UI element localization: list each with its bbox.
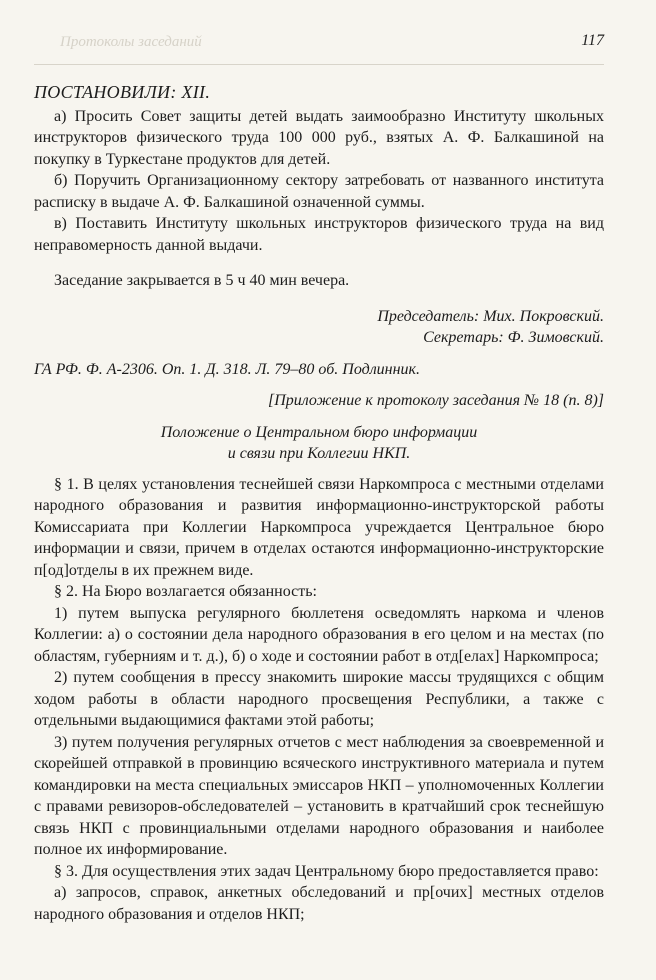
signature-chairman: Председатель: Мих. Покровский.: [377, 307, 604, 325]
header-rule: [34, 64, 604, 65]
appendix-body: [34, 474, 604, 926]
signature-secretary: Секретарь: Ф. Зимовский.: [423, 329, 604, 346]
closing-line: Заседание закрывается в 5 ч 40 мин вечера.: [54, 272, 350, 289]
resolution-item-v: в) Поставить Институту школьных инструкторов физического труда на вид неправомерность данной выдачи.: [34, 215, 604, 254]
paragraph-section-1: § 1. В целях установления теснейшей связи Наркомпроса с местными отделами народного образования и развития информационно-инструкторской работы Комиссариата при Коллегии Наркомпроса учреждается Центральное бюро информации и связи, причем в отделах остаются информационно-инструкторские п[од]отделы в их прежнем виде.: [34, 475, 604, 579]
paragraph-duty-1: 1) путем выпуска регулярного бюллетеня осведомлять наркома и членов Коллегии: а) о состоянии дела народного образования в его целом и на местах (по областям, губерниям и т. д.), б) о ходе и состоянии работ в отд[елах] Наркомпроса;: [34, 604, 604, 665]
paragraph-duty-3: 3) путем получения регулярных отчетов с мест наблюдения за своевременной и скорейшей отправкой в провинцию всяческого инструктивного материала и путем командировки на места специальных эмиссаров НКП – уполномоченных Коллегии с правами ревизоров-обследователей – установить в кратчайший срок теснейшую связь НКП с провинциальными отделами народного образования и наиболее полное их информирование.: [34, 733, 604, 858]
paragraph-section-3: § 3. Для осуществления этих задач Центральному бюро предоставляется право:: [54, 862, 599, 880]
appendix-title-line-1: Положение о Центральном бюро информации: [160, 423, 478, 441]
page-body: [34, 82, 604, 925]
resolution-item-b: б) Поручить Организационному сектору затребовать от названного института расписку в выдаче А. Ф. Балкашиной означенной суммы.: [34, 172, 604, 211]
archive-reference: ГА РФ. Ф. А-2306. Оп. 1. Д. 318. Л. 79–80 об. Подлинник.: [34, 360, 421, 378]
paragraph-duty-2: 2) путем сообщения в прессу знакомить широкие массы трудящихся с общим ходом работы в области народного просвещения Республики, а также с отдельными выдающимися фактами этой работы;: [34, 669, 604, 729]
page-number: 117: [581, 32, 604, 49]
running-head: Протоколы заседаний: [60, 34, 202, 50]
resolution-item-a: а) Просить Совет защиты детей выдать заимообразно Институту школьных инструкторов физического труда 100 000 руб., взятых А. Ф. Балкашиной на покупку в Туркестане продуктов для детей.: [34, 107, 604, 168]
paragraph-section-2: § 2. На Бюро возлагается обязанность:: [54, 583, 317, 600]
resolution-heading: ПОСТАНОВИЛИ: XII.: [34, 82, 211, 102]
appendix-title-line-2: и связи при Коллегии НКП.: [227, 444, 411, 462]
paragraph-right-a: а) запросов, справок, анкетных обследований и пр[очих] местных отделов народного образования и отделов НКП;: [34, 884, 604, 923]
appendix-reference: [Приложение к протоколу заседания № 18 (п. 8)]: [267, 392, 604, 409]
